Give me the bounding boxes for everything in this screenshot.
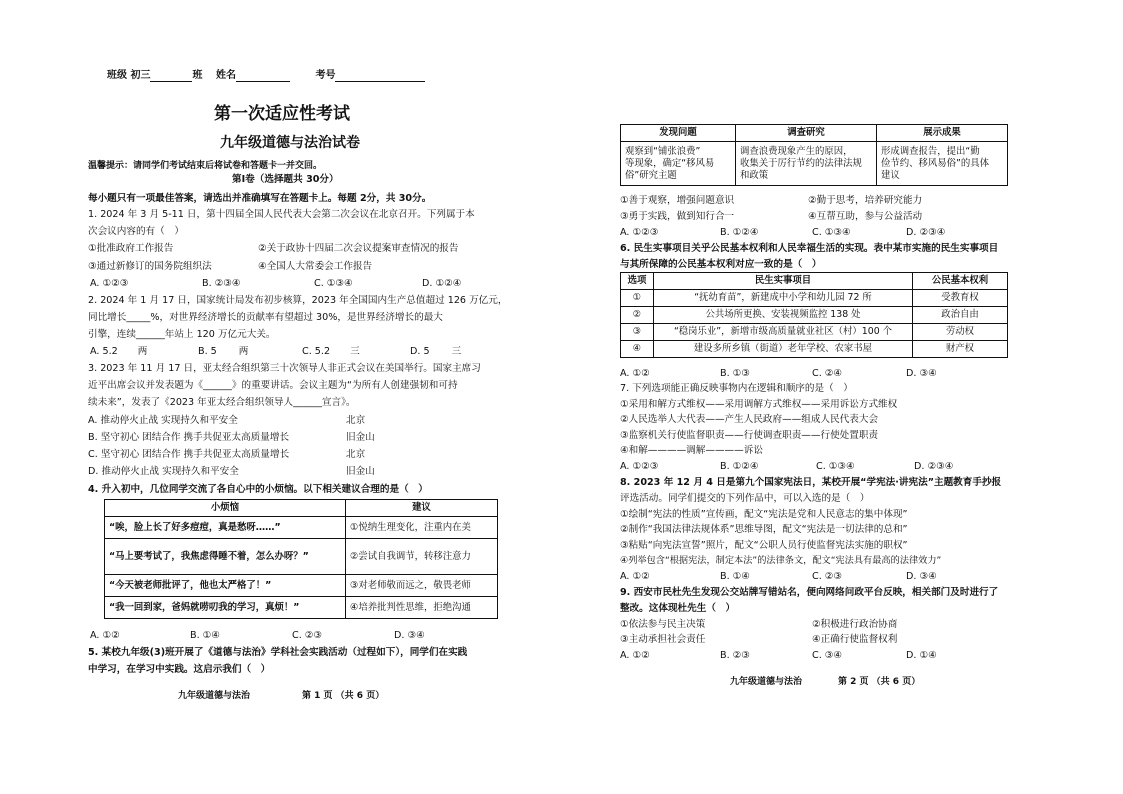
q6-header-project: 民生实事项目 (654, 273, 913, 290)
q8-stem-line1: 8. 2023 年 12 月 4 日是第九个国家宪法日，某校开展“学宪法·讲宪法”主题教育手抄报 (620, 477, 1002, 488)
class-label: 班级 初三 (107, 70, 151, 81)
q8-item-2: ②制作“我国法律法规体系”思维导图，配文“宪法是一切法律的总和” (620, 524, 908, 535)
seat-label: 考号 (315, 70, 336, 81)
q5-item-2: ②勤于思考，培养研究能力 (808, 195, 923, 206)
q8-stem-line2: 评选活动。同学们提交的下列作品中，可以入选的是（ ） (620, 493, 870, 504)
q3-option-a: A. 推动停火止战 实现持久和平安全 (88, 415, 238, 426)
q2-stem-line1: 2. 2024 年 1 月 17 日，国家统计局发布初步核算，2023 年全国国内生产总值超过 126 万亿元， (88, 295, 508, 306)
student-info-line (107, 70, 425, 82)
q6-table (620, 272, 1008, 358)
q1-stem-line1: 1. 2024 年 3 月 5-11 日，第十四届全国人民代表大会第二次会议在北京召开。下列属于本 (88, 209, 475, 220)
q4-worry-2: “马上要考试了，我焦虑得睡不着，怎么办呀？” (105, 539, 346, 575)
q6-row1-right: 受教育权 (913, 290, 1008, 307)
q4-option-a: A. ①② (90, 630, 120, 641)
q4-option-d: D. ③④ (394, 630, 425, 641)
q5-activity-table (620, 124, 1008, 186)
section-title: 第Ⅰ卷（选择题共 30分） (232, 174, 339, 185)
q7-option-a: A. ①②③ (620, 461, 659, 472)
exam-page-2 (562, 0, 1123, 794)
q3-option-c-city: 北京 (346, 449, 366, 460)
q5-option-a: A. ①②③ (620, 227, 659, 238)
paper-title: 九年级道德与法治试卷 (220, 135, 360, 151)
q2-option-b: B. 5 两 (198, 346, 249, 357)
q6-row2-right: 政治自由 (913, 307, 1008, 324)
q6-row4-right: 财产权 (913, 341, 1008, 358)
q6-option-d: D. ③④ (906, 368, 937, 379)
q1-option-d: D. ①②④ (422, 278, 462, 289)
q3-option-b: B. 坚守初心 团结合作 携手共促亚太高质量增长 (88, 432, 290, 443)
q2-stem-line3: 引擎，连续______年站上 120 万亿元大关。 (88, 329, 276, 340)
footer-subject: 九年级道德与法治 (178, 691, 251, 701)
q6-option-c: C. ②④ (812, 368, 842, 379)
exam-page-1 (0, 0, 560, 794)
q8-item-4: ④列举包含“根据宪法，制定本法”的法律条文，配文“宪法具有最高的法律效力” (620, 555, 942, 566)
q7-option-d: D. ②③④ (914, 461, 954, 472)
q4-advice-4: ④培养批判性思维，拒绝沟通 (346, 597, 498, 619)
q4-stem: 4. 升入初中，几位同学交流了各自心中的小烦恼。以下相关建议合理的是（ ） (88, 484, 428, 495)
q9-item-1: ①依法参与民主决策 (620, 619, 706, 630)
q5-cell-results: 形成调查报告，提出“勤 俭节约、移风易俗”的具体 建议 (877, 142, 1008, 186)
q9-option-a: A. ①② (620, 650, 650, 661)
q3-option-d-city: 旧金山 (346, 466, 375, 477)
q5-cell-problem: 观察到“铺张浪费” 等现象，确定“移风易 俗”研究主题 (621, 142, 736, 186)
q5-stem-line1: 5. 某校九年级(3)班开展了《道德与法治》学科社会实践活动（过程如下），同学们在实践 (88, 647, 468, 658)
q6-header-option: 选项 (621, 273, 654, 290)
q6-option-b: B. ①③ (720, 368, 750, 379)
q5-stem-line2: 中学习，在学习中实践。这启示我们（ ） (88, 664, 271, 675)
q4-worry-3: “今天被老师批评了，他也太严格了！” (105, 575, 346, 597)
q2-option-c: C. 5.2 三 (302, 346, 360, 357)
q3-option-c: C. 坚守初心 团结合作 携手共促亚太高质量增长 (88, 449, 290, 460)
q7-option-c: C. ①③④ (816, 461, 855, 472)
exam-title: 第一次适应性考试 (214, 104, 350, 124)
q5-option-b: B. ①②④ (720, 227, 759, 238)
q5-item-4: ④互帮互助，参与公益活动 (808, 211, 923, 222)
q6-option-a: A. ①② (620, 368, 650, 379)
q9-stem-line1: 9. 西安市民杜先生发现公交站牌写错站名，便向网络问政平台反映，相关部门及时进行了 (620, 587, 999, 598)
q5-cell-research: 调查浪费现象产生的原因， 收集关于厉行节约的法律法规 和政策 (736, 142, 877, 186)
q7-item-2: ②人民选举人大代表——产生人民政府——组成人民代表大会 (620, 414, 879, 425)
q8-option-b: B. ①④ (720, 571, 750, 582)
exam-tip: 温馨提示：请同学们考试结束后将试卷和答题卡一并交回。 (88, 161, 323, 171)
q6-row1-project: “抚幼育苗”，新建成中小学和幼儿园 72 所 (654, 290, 913, 307)
q1-stem-line2: 次会议内容的有（ ） (88, 226, 184, 237)
q6-stem-line2: 与其所保障的公民基本权利对应一致的是（ ） (620, 259, 822, 270)
q5-option-c: C. ①③④ (812, 227, 851, 238)
q5-header-problem: 发现问题 (621, 125, 736, 142)
q6-row1-num: ① (621, 290, 654, 307)
q6-stem-line1: 6. 民生实事项目关乎公民基本权利和人民幸福生活的实现。表中某市实施的民生实事项目 (620, 243, 999, 254)
footer-page: 第 1 页 （共 6 页） (302, 691, 385, 701)
q5-item-1: ①善于观察，增强问题意识 (620, 195, 735, 206)
q4-option-c: C. ②③ (292, 630, 322, 641)
name-blank (236, 71, 290, 82)
q8-option-a: A. ①② (620, 571, 650, 582)
q2-option-a: A. 5.2 两 (90, 346, 148, 357)
q4-advice-1: ①悦纳生理变化，注重内在美 (346, 517, 498, 539)
q9-item-2: ②积极进行政治协商 (812, 619, 898, 630)
class-blank (150, 71, 192, 82)
q4-advice-2: ②尝试自我调节，转移注意力 (346, 539, 498, 575)
q9-item-4: ④正确行使监督权利 (812, 634, 898, 645)
q6-row4-project: 建设多所乡镇（街道）老年学校、农家书屋 (654, 341, 913, 358)
q9-item-3: ③主动承担社会责任 (620, 634, 706, 645)
q6-header-right: 公民基本权利 (913, 273, 1008, 290)
ban-label: 班 (192, 70, 203, 81)
q1-option-c: C. ①③④ (314, 278, 353, 289)
q4-table (104, 499, 498, 619)
q6-row3-num: ③ (621, 324, 654, 341)
q8-item-3: ③粘贴“向宪法宣誓”照片，配文“公职人员行使监督宪法实施的职权” (620, 540, 908, 551)
q8-option-d: D. ③④ (906, 571, 937, 582)
seat-blank (335, 71, 425, 82)
q4-advice-3: ③对老师敬而远之，敬畏老师 (346, 575, 498, 597)
q1-item-4: ④全国人大常委会工作报告 (258, 261, 373, 272)
q6-row2-project: 公共场所更换、安装视频监控 138 处 (654, 307, 913, 324)
q9-option-c: C. ③④ (812, 650, 842, 661)
q4-worry-1: “唉，脸上长了好多痘痘，真是愁呀……” (105, 517, 346, 539)
q3-option-a-city: 北京 (346, 415, 366, 426)
q3-stem-line2: 近平出席会议并发表题为《______》的重要讲话。会议主题为“为所有人创建强韧和可持 (88, 380, 458, 391)
q9-option-b: B. ②③ (720, 650, 750, 661)
q7-item-1: ①采用和解方式维权——采用调解方式维权——采用诉讼方式维权 (620, 399, 898, 410)
q9-stem-line2: 整改。这体现杜先生（ ） (620, 603, 736, 614)
q3-option-d: D. 推动停火止战 实现持久和平安全 (88, 466, 239, 477)
q3-stem-line3: 续未来”，发表了《2023 年亚太经合组织领导人______宣言》。 (88, 397, 356, 408)
q2-option-d: D. 5 三 (410, 346, 462, 357)
q6-row3-right: 劳动权 (913, 324, 1008, 341)
name-label: 姓名 (215, 70, 236, 81)
q4-option-b: B. ①④ (190, 630, 220, 641)
q7-stem: 7. 下列选项能正确反映事物内在逻辑和顺序的是（ ） (620, 383, 853, 394)
q9-option-d: D. ①④ (906, 650, 937, 661)
q2-stem-line2: 同比增长_____%，对世界经济增长的贡献率有望超过 30%，是世界经济增长的最大 (88, 312, 443, 323)
q1-option-a: A. ①②③ (90, 278, 129, 289)
footer-subject-2: 九年级道德与法治 (730, 677, 803, 687)
q3-option-b-city: 旧金山 (346, 432, 375, 443)
q1-option-b: B. ②③④ (202, 278, 241, 289)
q1-item-2: ②关于政协十四届二次会议提案审查情况的报告 (258, 243, 459, 254)
q6-row2-num: ② (621, 307, 654, 324)
q4-table-header-advice: 建议 (346, 500, 498, 517)
q6-row4-num: ④ (621, 341, 654, 358)
q5-header-results: 展示成果 (877, 125, 1008, 142)
q7-option-b: B. ①②④ (720, 461, 759, 472)
q4-table-header-worry: 小烦恼 (105, 500, 346, 517)
q5-item-3: ③勇于实践，做到知行合一 (620, 211, 735, 222)
q1-item-1: ①批准政府工作报告 (88, 243, 174, 254)
q6-row3-project: “稳岗乐业”，新增市级高质量就业社区（村）100 个 (654, 324, 913, 341)
q5-header-research: 调查研究 (736, 125, 877, 142)
q8-option-c: C. ②③ (812, 571, 842, 582)
q7-item-3: ③监察机关行使监督职责——行使调查职责——行使处置职责 (620, 430, 879, 441)
q7-item-4: ④和解————调解————诉讼 (620, 445, 763, 456)
q4-worry-4: “我一回到家，爸妈就唠叨我的学习，真烦！” (105, 597, 346, 619)
footer-page-2: 第 2 页 （共 6 页） (838, 677, 921, 687)
q8-item-1: ①绘制“宪法的性质”宣传画，配文“宪法是党和人民意志的集中体现” (620, 509, 908, 520)
q1-item-3: ③通过新修订的国务院组织法 (88, 261, 212, 272)
q3-stem-line1: 3. 2023 年 11 月 17 日，亚太经合组织第三十次领导人非正式会议在美国举行。国家主席习 (88, 363, 481, 374)
instruction: 每小题只有一项最佳答案，请选出并准确填写在答题卡上。每题 2分，共 30分。 (88, 193, 432, 204)
q5-option-d: D. ②③④ (906, 227, 946, 238)
